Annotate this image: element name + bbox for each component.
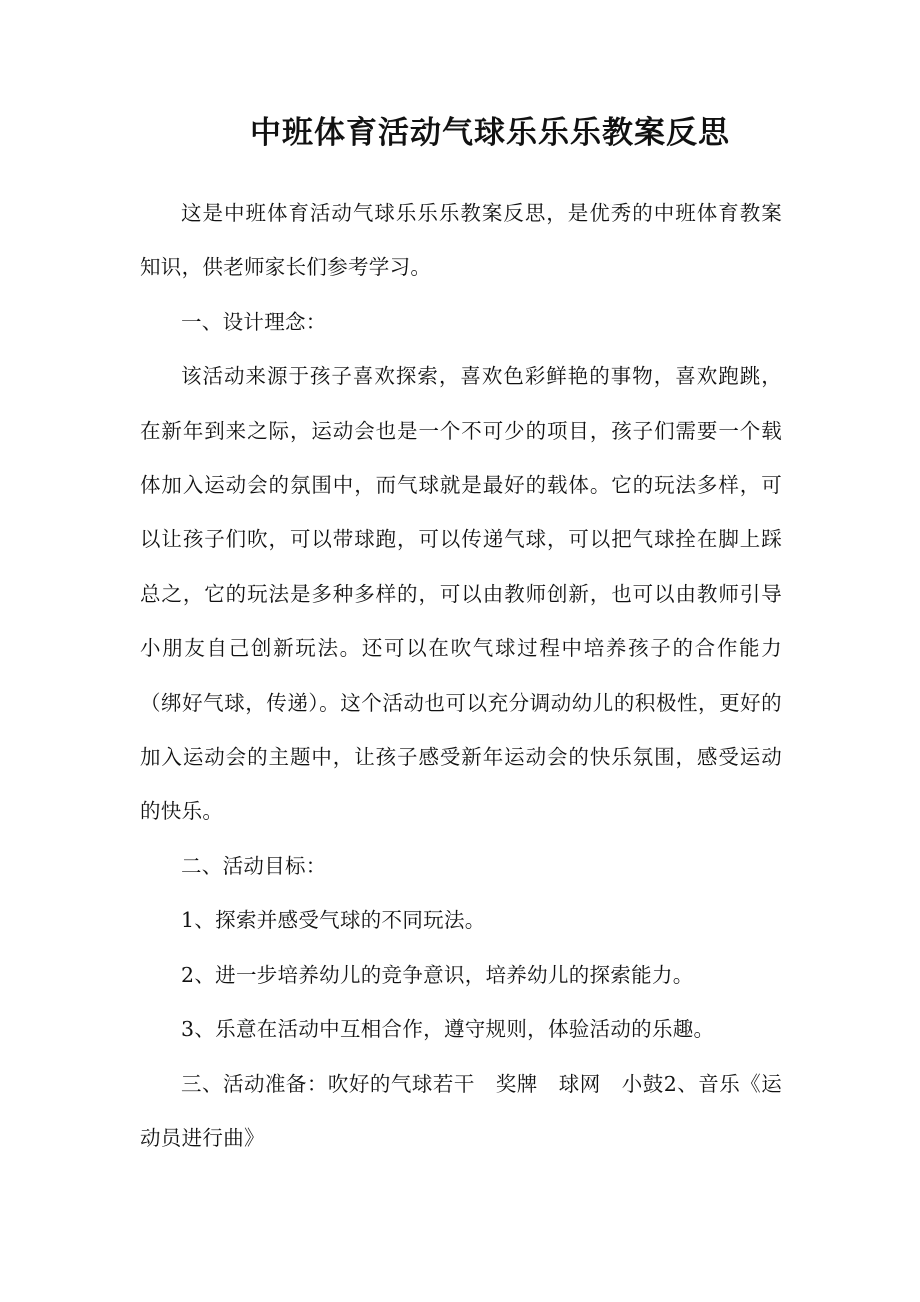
document-title: 中班体育活动气球乐乐乐教案反思: [250, 115, 730, 151]
intro-paragraph: 这是中班体育活动气球乐乐乐教案反思，是优秀的中班体育教案知识，供老师家长们参考学习。: [140, 201, 782, 280]
section-heading-design: 一、设计理念：: [181, 309, 327, 334]
preparation-paragraph: 三、活动准备：吹好的气球若干 奖牌 球网 小鼓2、音乐《运动员进行曲》: [140, 1071, 782, 1150]
section-heading-goals: 二、活动目标：: [181, 853, 327, 878]
design-paragraph: 该活动来源于孩子喜欢探索，喜欢色彩鲜艳的事物，喜欢跑跳，在新年到来之际，运动会也是一个不可少的项目，孩子们需要一个载体加入运动会的氛围中，而气球就是最好的载体。它的玩法多样，可以让孩子们吹，可以带球跑，可以传递气球，可以把气球拴在脚上踩总之，它的玩法是多种多样的，可以由教师创新，也可以由教师引导小朋友自己创新玩法。还可以在吹气球过程中培养孩子的合作能力（绑好气球，传递）。这个活动也可以充分调动幼儿的积极性，更好的加入运动会的主题中，让孩子感受新年运动会的快乐氛围，感受运动的快乐。: [140, 364, 782, 824]
goal-item-2: 2、进一步培养幼儿的竞争意识，培养幼儿的探索能力。: [181, 962, 694, 987]
document-body: [140, 186, 782, 1165]
goal-item-3: 3、乐意在活动中互相合作，遵守规则，体验活动的乐趣。: [181, 1017, 715, 1042]
goal-item-1: 1、探索并感受气球的不同玩法。: [181, 908, 486, 933]
